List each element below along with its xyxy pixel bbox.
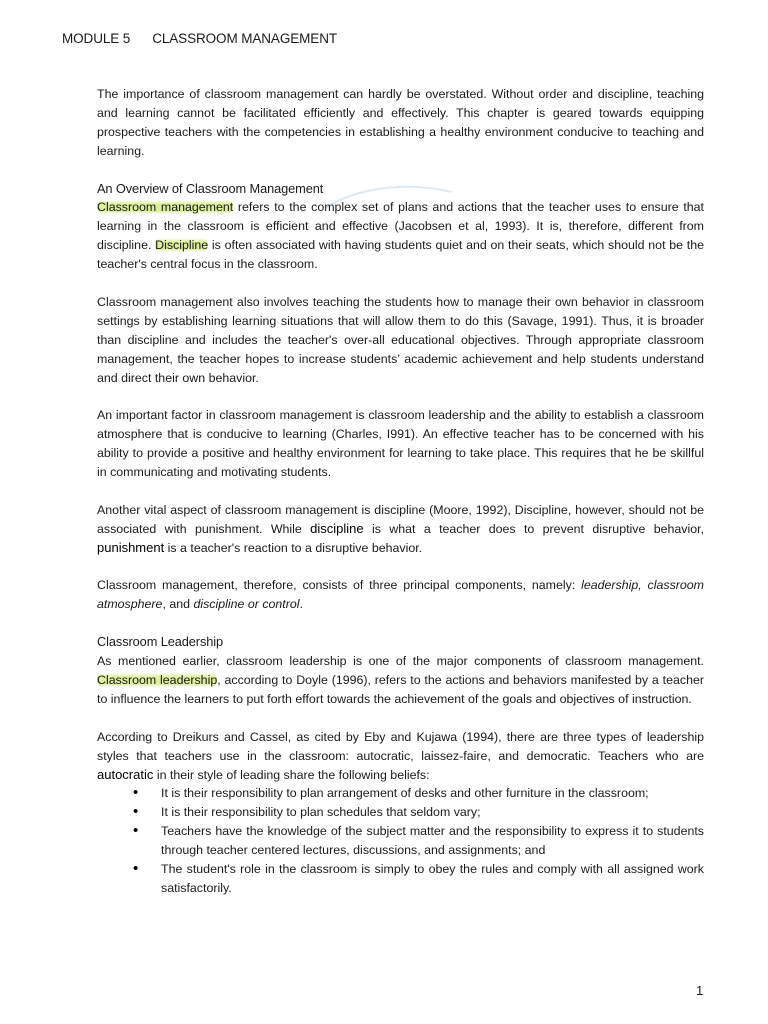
text-run: is often associated with having students quiet and on their seats, which should not be the teacher's central focus in the classroom. (97, 238, 704, 272)
italic-term: discipline or control (193, 597, 300, 612)
highlighted-term: Discipline (155, 238, 209, 253)
text-run: refers to the complex set of plans and actions that the teacher uses to ensure that learning in the classroom is efficient and effective (Jacobsen et al, 1993). It is, therefore, different from discipline. (97, 200, 704, 253)
section-heading-leadership: Classroom Leadership (97, 634, 224, 650)
leadership-paragraph-1 (97, 652, 704, 709)
text-run: Another vital aspect of classroom management is discipline (Moore, 1992), Discipline, however, should not be associated with punishment. While (97, 502, 704, 536)
emphasized-term: punishment (97, 539, 165, 555)
section-heading-overview: An Overview of Classroom Management (97, 180, 324, 196)
list-item: • The student's role in the classroom is simply to obey the rules and comply with all assigned work satisfactorily. (161, 860, 704, 898)
document-body (97, 85, 704, 898)
text-run: , according to Doyle (1996), refers to the actions and behaviors manifested by a teacher to influence the learners to put forth effort towards the achievement of the goals and objectives of instruction. (97, 673, 704, 706)
leadership-paragraph-2 (97, 728, 704, 785)
emphasized-term: discipline (310, 520, 364, 536)
overview-paragraph-2: Classroom management also involves teaching the students how to manage their own behavior in classroom settings by establishing learning situations that will allow them to do this (Savage, 1991). Thus, it is broader than discipline and includes the teacher's over-all educational objectives. Through appropriate classroom management, the teacher hopes to increase students’ academic achievement and help students understand and direct their own behavior. (97, 294, 704, 385)
text-run: , and (162, 597, 194, 612)
autocratic-beliefs-list (97, 784, 704, 897)
list-item: • It is their responsibility to plan schedules that seldom vary; (161, 803, 704, 822)
overview-paragraph-1 (97, 198, 704, 274)
italic-term: leadership, classroom atmosphere (97, 578, 704, 612)
list-item: • It is their responsibility to plan arrangement of desks and other furniture in the classroom; (161, 784, 704, 803)
overview-paragraph-4 (97, 501, 704, 558)
highlighted-term: Classroom leadership (97, 673, 218, 687)
text-run: According to Dreikurs and Cassel, as cited by Eby and Kujawa (1994), there are three types of leadership styles that teachers use in the classroom: autocratic, laissez-faire, and democratic. Teachers who are (97, 729, 704, 763)
page-number: 1 (696, 983, 704, 998)
text-run: in their style of leading share the following beliefs: (153, 767, 430, 782)
text-run: is what a teacher does to prevent disruptive behavior, (363, 521, 705, 536)
module-label: MODULE 5 (62, 31, 131, 46)
text-run: Classroom management, therefore, consists of three principal components, namely: (97, 578, 582, 593)
module-title: CLASSROOM MANAGEMENT (152, 31, 337, 46)
page-header (62, 31, 337, 46)
overview-paragraph-5 (97, 576, 704, 614)
highlighted-term: Classroom management (97, 200, 234, 215)
emphasized-term: autocratic (97, 766, 154, 782)
text-run: is a teacher's reaction to a disruptive behavior. (164, 540, 423, 555)
text-run: . (299, 597, 303, 612)
text-run: As mentioned earlier, classroom leadership is one of the major components of classroom management. (97, 654, 704, 669)
overview-paragraph-3: An important factor in classroom management is classroom leadership and the ability to establish a classroom atmosphere that is conducive to learning (Charles, I991). An effective teacher has to be concerned with his ability to provide a positive and healthy environment for learning to take place. This requires that he be skillful in communicating and motivating students. (97, 408, 704, 480)
intro-paragraph: The importance of classroom management can hardly be overstated. Without order and discipline, teaching and learning cannot be facilitated efficiently and effectively. This chapter is geared towards equipping prospective teachers with the competencies in establishing a healthy environment conducive to teaching and learning. (97, 87, 704, 158)
list-item: • Teachers have the knowledge of the subject matter and the responsibility to express it to students through teacher centered lectures, discussions, and assignments; and (161, 822, 704, 860)
